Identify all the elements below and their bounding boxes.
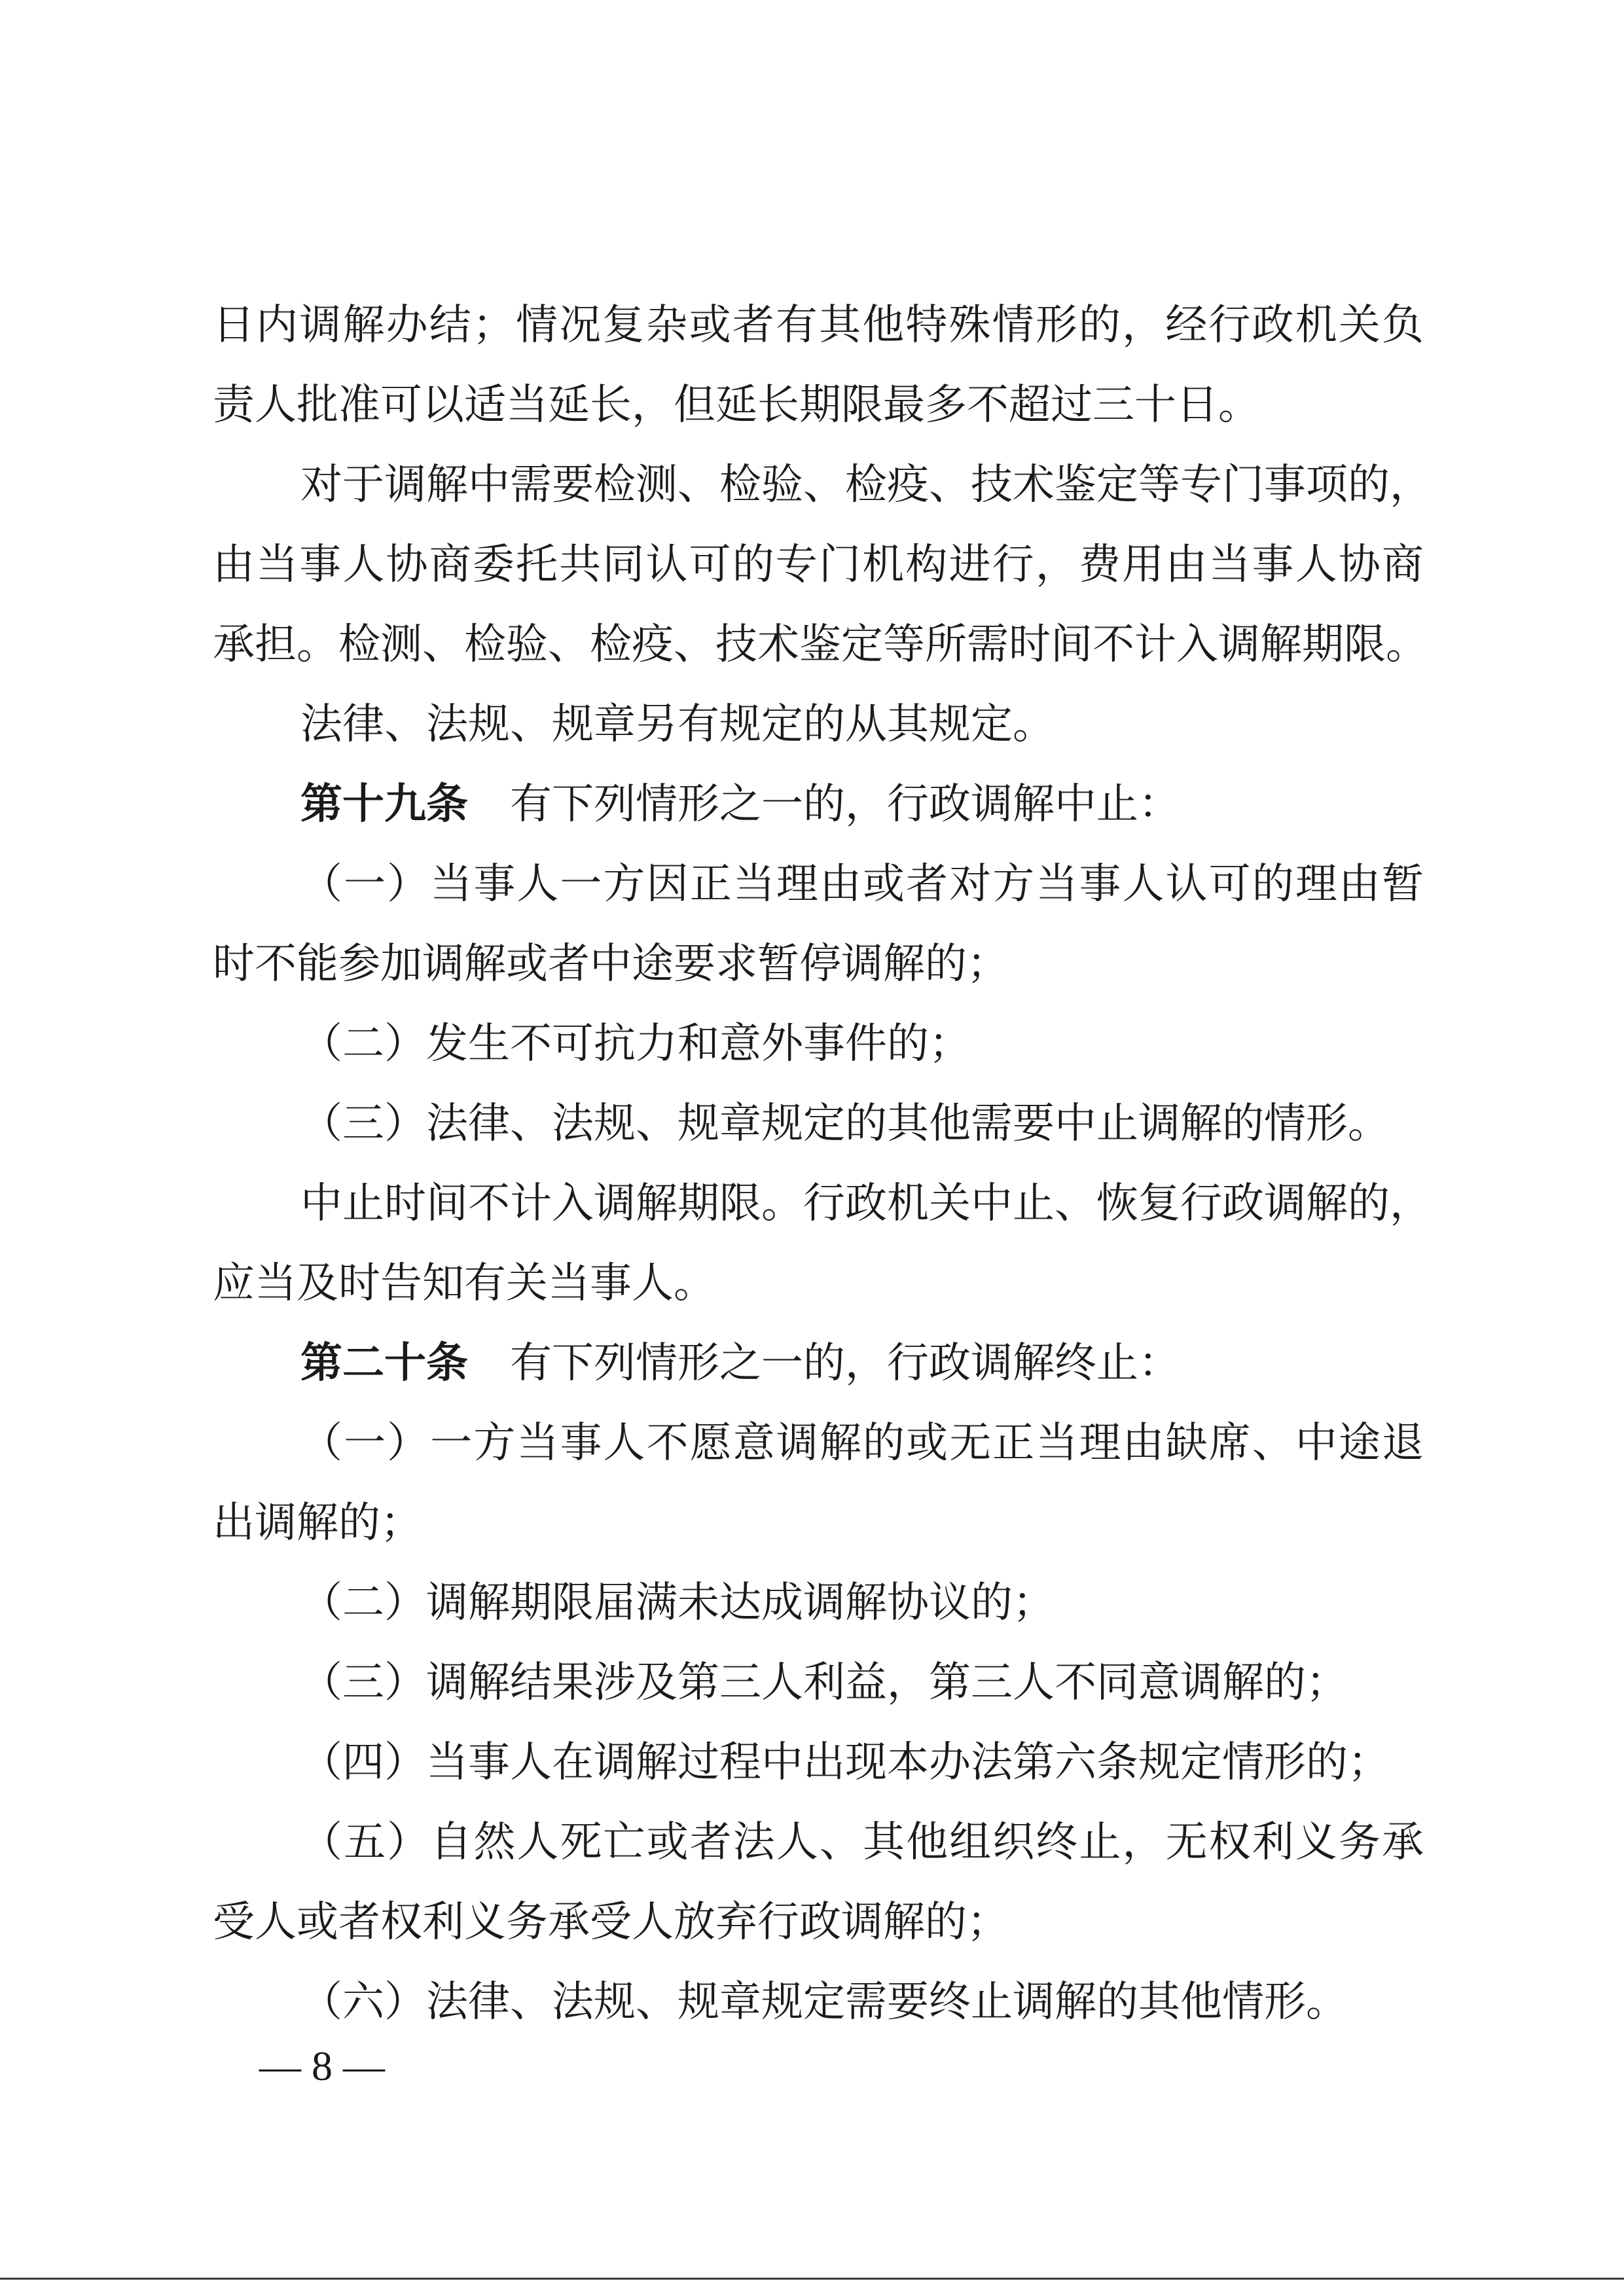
page-bottom-border [0, 2278, 1624, 2280]
paragraph-line: 承担。检测、检验、检疫、技术鉴定等所需时间不计入调解期限。 [213, 620, 1428, 669]
paragraph-line: 法律、法规、规章另有规定的从其规定。 [300, 700, 1055, 749]
paragraph-line: 应当及时告知有关当事人。 [213, 1259, 715, 1308]
paragraph-line: 由当事人协商委托共同认可的专门机构进行，费用由当事人协商 [213, 541, 1424, 589]
list-item-line: （六）法律、法规、规章规定需要终止调解的其他情形。 [300, 1978, 1348, 2026]
list-item-line: （四）当事人在调解过程中出现本办法第六条规定情形的； [300, 1738, 1390, 1787]
article-19-line [213, 764, 1424, 844]
article-20-line [213, 1323, 1424, 1403]
paragraph-line: 日内调解办结；情况复杂或者有其他特殊情形的，经行政机关负 [213, 301, 1424, 350]
article-19-heading: 第十九条 [300, 780, 468, 829]
list-item-line: （二）调解期限届满未达成调解协议的； [300, 1579, 1055, 1627]
list-item-line: （三）调解结果涉及第三人利益，第三人不同意调解的； [300, 1659, 1348, 1707]
paragraph-line: 时不能参加调解或者中途要求暂停调解的； [213, 940, 1009, 988]
list-item-line: （二）发生不可抗力和意外事件的； [300, 1020, 971, 1068]
paragraph-line: 受人或者权利义务承受人放弃行政调解的； [213, 1898, 1009, 1946]
list-item-line: （三）法律、法规、规章规定的其他需要中止调解的情形。 [300, 1100, 1390, 1148]
list-item-line: （五）自然人死亡或者法人、其他组织终止，无权利义务承 [300, 1818, 1424, 1867]
page-number: — 8 — [259, 2043, 385, 2089]
document-body [213, 285, 1432, 2042]
list-item-line: （一）一方当事人不愿意调解的或无正当理由缺席、中途退 [300, 1419, 1424, 1467]
paragraph-line: 对于调解中需要检测、检验、检疫、技术鉴定等专门事项的， [300, 461, 1432, 509]
article-20-heading: 第二十条 [300, 1339, 468, 1388]
article-20-text: 有下列情形之一的，行政调解终止： [510, 1339, 1180, 1388]
paragraph-line: 责人批准可以适当延长，但延长期限最多不超过三十日。 [213, 381, 1260, 429]
list-item-line: （一）当事人一方因正当理由或者对方当事人认可的理由暂 [300, 860, 1424, 908]
paragraph-line: 出调解的； [213, 1499, 422, 1547]
article-19-text: 有下列情形之一的，行政调解中止： [510, 780, 1180, 829]
paragraph-line: 中止时间不计入调解期限。行政机关中止、恢复行政调解的， [300, 1179, 1432, 1228]
